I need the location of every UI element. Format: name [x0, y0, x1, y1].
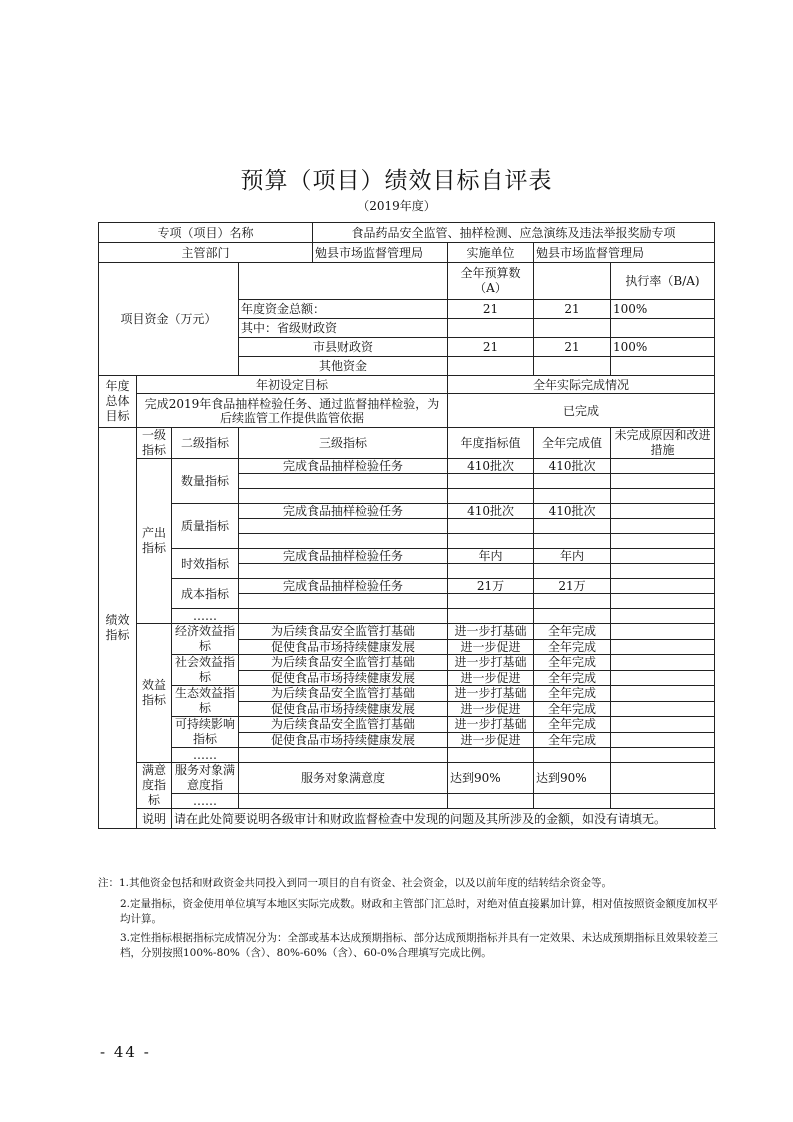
- goal-initial-text: 完成2019年食品抽样检验任务、通过监督抽样检验，为后续监管工作提供监管依据: [137, 394, 448, 428]
- benefit-indicator-label: 效益指标: [137, 624, 172, 763]
- quality-item: 完成食品抽样检验任务: [239, 504, 448, 519]
- benefit-actual: 全年完成: [534, 717, 611, 733]
- funds-city-rate: 100%: [611, 338, 715, 357]
- goal-actual-text: 已完成: [448, 394, 715, 428]
- goal-initial-header: 年初设定目标: [137, 376, 448, 394]
- note-1: 注：1.其他资金包括和财政资金共同投入到同一项目的自有资金、社会资金，以及以前年度的结转结余资金等。: [98, 877, 613, 889]
- timeliness-label: 时效指标: [172, 549, 239, 579]
- page-number: - 44 -: [100, 1043, 151, 1061]
- benefit-target: 进一步促进: [448, 639, 534, 655]
- footnotes: [98, 876, 718, 961]
- cost-actual: 21万: [534, 579, 611, 594]
- quality-actual: 410批次: [534, 504, 611, 519]
- header-target: 年度指标值: [448, 428, 534, 459]
- funds-row-city: 市县财政资: [239, 338, 448, 357]
- benefit-item: 促使食品市场持续健康发展: [239, 639, 448, 655]
- satisfaction-sub-label: 服务对象满意度指: [172, 763, 239, 794]
- benefit-actual: 全年完成: [534, 732, 611, 748]
- funds-row-total: 年度资金总额：: [239, 300, 448, 319]
- header-l2: 二级指标: [172, 428, 239, 459]
- funds-provincial-budget: [448, 319, 534, 338]
- benefit-item: 促使食品市场持续健康发展: [239, 670, 448, 686]
- benefit-eco-label: 生态效益指标: [172, 686, 239, 717]
- quantity-item: 完成食品抽样检验任务: [239, 459, 448, 474]
- note-2: 2.定量指标，资金使用单位填写本地区实际完成数。财政和主管部门汇总时，对绝对值直接累加计算，相对值按照资金额度加权平均计算。: [120, 898, 719, 925]
- dept-label: 主管部门: [99, 243, 313, 263]
- funds-row-other: 其他资金: [239, 357, 448, 376]
- funds-total-rate: 100%: [611, 300, 715, 319]
- satisfaction-label: 满意度指标: [137, 763, 172, 809]
- benefit-actual: 全年完成: [534, 655, 611, 671]
- funds-provincial-rate: [611, 319, 715, 338]
- dept-value: 勉县市场监督管理局: [313, 243, 448, 263]
- funds-other-budget: [448, 357, 534, 376]
- satisfaction-target: 达到90%: [448, 763, 534, 794]
- benefit-actual: 全年完成: [534, 639, 611, 655]
- output-ellipsis: ……: [172, 609, 239, 624]
- funds-row-provincial: 其中：省级财政资: [239, 319, 448, 338]
- impl-unit-value: 勉县市场监督管理局: [534, 243, 715, 263]
- col-budget: 全年预算数（A）: [448, 263, 534, 300]
- benefit-actual: 全年完成: [534, 670, 611, 686]
- quality-label: 质量指标: [172, 504, 239, 549]
- cost-item: 完成食品抽样检验任务: [239, 579, 448, 594]
- col-rate: 执行率（B/A): [611, 263, 715, 300]
- funds-city-budget: 21: [448, 338, 534, 357]
- output-indicator-label: 产出指标: [137, 459, 172, 624]
- funds-other-exec: [534, 357, 611, 376]
- annual-goal-label: 年度总体目标: [99, 376, 137, 428]
- benefit-item: 为后续食品安全监管打基础: [239, 624, 448, 640]
- project-name-label: 专项（项目）名称: [99, 223, 313, 243]
- benefit-item: 为后续食品安全监管打基础: [239, 655, 448, 671]
- cost-target: 21万: [448, 579, 534, 594]
- perf-indicator-label: 绩效指标: [99, 428, 137, 829]
- benefit-target: 进一步促进: [448, 732, 534, 748]
- benefit-target: 进一步打基础: [448, 717, 534, 733]
- benefit-target: 进一步促进: [448, 670, 534, 686]
- funds-total-exec: 21: [534, 300, 611, 319]
- benefit-item: 促使食品市场持续健康发展: [239, 732, 448, 748]
- page-subtitle: （2019年度）: [357, 199, 436, 213]
- timeliness-item: 完成食品抽样检验任务: [239, 549, 448, 564]
- goal-actual-header: 全年实际完成情况: [448, 376, 715, 394]
- benefit-ellipsis: ……: [172, 748, 239, 763]
- header-reason: 未完成原因和改进措施: [611, 428, 715, 459]
- remark-label: 说明: [137, 809, 172, 829]
- cost-label: 成本指标: [172, 579, 239, 609]
- quantity-actual: 410批次: [534, 459, 611, 474]
- benefit-sustain-label: 可持续影响指标: [172, 717, 239, 748]
- satisfaction-ellipsis: ……: [172, 794, 239, 809]
- remark-text: 请在此处简要说明各级审计和财政监督检查中发现的问题及其所涉及的金额，如没有请填无。: [172, 809, 715, 829]
- benefit-social-label: 社会效益指标: [172, 655, 239, 686]
- benefit-actual: 全年完成: [534, 686, 611, 702]
- funds-city-exec: 21: [534, 338, 611, 357]
- quantity-target: 410批次: [448, 459, 534, 474]
- funds-total-budget: 21: [448, 300, 534, 319]
- project-name-value: 食品药品安全监管、抽样检测、应急演练及违法举报奖励专项: [313, 223, 715, 243]
- evaluation-table: [98, 222, 715, 829]
- quantity-label: 数量指标: [172, 459, 239, 504]
- benefit-item: 为后续食品安全监管打基础: [239, 717, 448, 733]
- benefit-target: 进一步打基础: [448, 624, 534, 640]
- benefit-target: 进一步打基础: [448, 686, 534, 702]
- benefit-target: 进一步促进: [448, 701, 534, 717]
- header-l1: 一级指标: [137, 428, 172, 459]
- funds-provincial-exec: [534, 319, 611, 338]
- timeliness-target: 年内: [448, 549, 534, 564]
- benefit-actual: 全年完成: [534, 701, 611, 717]
- benefit-item: 为后续食品安全监管打基础: [239, 686, 448, 702]
- benefit-actual: 全年完成: [534, 624, 611, 640]
- benefit-target: 进一步打基础: [448, 655, 534, 671]
- benefit-item: 促使食品市场持续健康发展: [239, 701, 448, 717]
- timeliness-actual: 年内: [534, 549, 611, 564]
- impl-unit-label: 实施单位: [448, 243, 534, 263]
- funds-other-rate: [611, 357, 715, 376]
- header-actual: 全年完成值: [534, 428, 611, 459]
- satisfaction-item: 服务对象满意度: [239, 763, 448, 794]
- header-l3: 三级指标: [239, 428, 448, 459]
- funds-label: 项目资金（万元）: [99, 263, 239, 376]
- quality-target: 410批次: [448, 504, 534, 519]
- satisfaction-actual: 达到90%: [534, 763, 611, 794]
- page-title: 预算（项目）绩效目标自评表: [240, 168, 553, 194]
- note-3: 3.定性指标根据指标完成情况分为：全部或基本达成预期指标、部分达成预期指标并具有一定效果、未达成预期指标且效果较差三档，分别按照100%-80%（含）、80%-60%（含）、60-0%合理填写完成比例。: [120, 932, 719, 959]
- benefit-economic-label: 经济效益指标: [172, 624, 239, 655]
